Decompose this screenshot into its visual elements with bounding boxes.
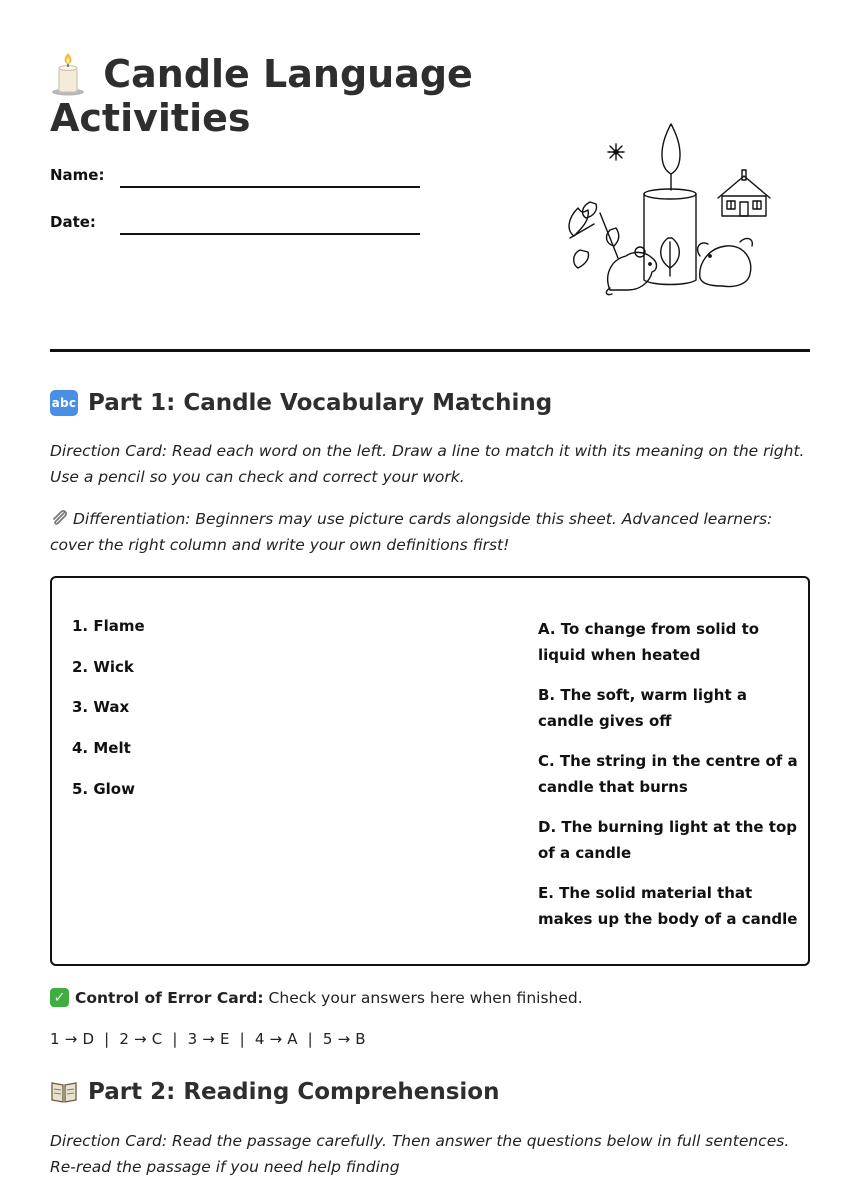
date-field [50, 213, 96, 231]
word-item[interactable]: 5. Glow [72, 779, 135, 798]
definition-item[interactable]: D. The burning light at the top of a candle [538, 818, 798, 862]
definition-item[interactable]: E. The solid material that makes up the body of a candle [538, 884, 798, 928]
word-item[interactable]: 1. Flame [72, 617, 145, 635]
candle-icon [50, 52, 90, 96]
page-title [50, 52, 520, 140]
paperclip-icon [50, 509, 70, 527]
part1-direction: Direction Card: Read each word on the left. Draw a line to match it with its meaning on the right. Use a pencil so you can check and correct your work. [50, 442, 805, 486]
differentiation-text: Differentiation: Beginners may use picture cards alongside this sheet. Advanced learners: cover the right column and write your own definitions first! [50, 510, 773, 554]
date-label: Date: [50, 213, 96, 231]
matching-box [50, 576, 810, 966]
part1-differentiation [50, 506, 820, 558]
title-line-2: Activities [50, 96, 251, 140]
word-list [72, 616, 322, 819]
book-icon [50, 1080, 78, 1104]
part2-title: Part 2: Reading Comprehension [88, 1079, 500, 1105]
part1-title: Part 1: Candle Vocabulary Matching [88, 390, 553, 416]
control-text: Check your answers here when finished. [268, 988, 583, 1007]
control-label: Control of Error Card: [75, 988, 264, 1007]
title-line-1: Candle Language [103, 52, 473, 96]
candle-with-mice-illustration [560, 118, 780, 298]
word-item[interactable]: 2. Wick [72, 657, 134, 676]
name-line[interactable] [120, 186, 420, 188]
date-line[interactable] [120, 233, 420, 235]
abc-icon: abc [50, 390, 78, 416]
check-icon: ✓ [50, 988, 69, 1007]
definition-item[interactable]: B. The soft, warm light a candle gives off [538, 686, 747, 730]
name-label: Name: [50, 166, 105, 184]
definition-item[interactable]: A. To change from solid to liquid when heated [538, 620, 760, 664]
section-divider [50, 349, 810, 352]
definition-item[interactable]: C. The string in the centre of a candle that burns [538, 752, 798, 796]
part2-direction: Direction Card: Read the passage carefully. Then answer the questions below in full sentences. Re-read the passage if you need help finding [50, 1132, 790, 1176]
control-of-error [50, 988, 583, 1007]
part2-heading [50, 1079, 499, 1105]
answer-key: 1 → D | 2 → C | 3 → E | 4 → A | 5 → B [50, 1030, 366, 1048]
word-item[interactable]: 3. Wax [72, 698, 130, 717]
definition-list [538, 616, 800, 946]
name-field [50, 166, 104, 184]
part1-heading [50, 390, 552, 416]
word-item[interactable]: 4. Melt [72, 739, 131, 758]
